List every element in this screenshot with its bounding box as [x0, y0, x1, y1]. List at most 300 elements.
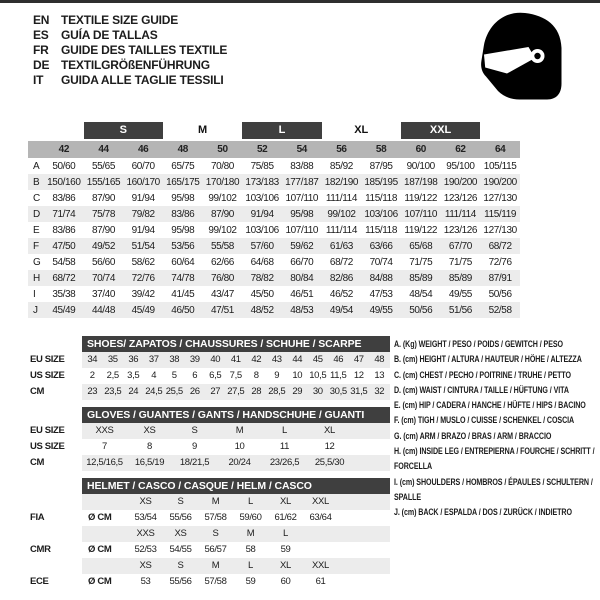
language-code: EN	[33, 13, 50, 27]
measure-cell: 67/70	[441, 238, 481, 254]
measure-cell: 185/195	[361, 174, 401, 190]
size-number-row	[28, 141, 520, 158]
measure-cell: 107/110	[401, 206, 441, 222]
measure-row-label: H	[28, 270, 44, 286]
measure-cell: 39/42	[131, 288, 155, 300]
shoes-row	[30, 384, 390, 400]
language-title: TEXTILE SIZE GUIDE	[61, 13, 179, 27]
shoes-value: 27,5	[227, 386, 245, 397]
shoes-value: 34	[87, 354, 98, 365]
measure-cell: 127/130	[483, 192, 517, 204]
shoes-value: 27	[210, 386, 221, 397]
gloves-value: 16,5/19	[134, 457, 165, 468]
measure-cell: 60/64	[171, 256, 195, 268]
measure-cell: 47/51	[203, 302, 243, 318]
shoes-section-title: SHOES/ ZAPATOS / CHAUSSURES / SCHUHE / SCARPE	[82, 336, 390, 352]
measure-cell: 72/76	[123, 270, 163, 286]
language-row	[33, 13, 227, 28]
measure-cell: 68/72	[480, 238, 520, 254]
helmet-values-row	[30, 510, 390, 526]
row-label: CM	[30, 386, 45, 397]
legend-item: H. (cm) INSIDE LEG / ENTREPIERNA / FOURCHE / SCHRITT / FORCELLA	[394, 446, 595, 472]
gloves-size-table	[30, 407, 390, 471]
shoes-value: 7,5	[229, 370, 242, 381]
legend-item: D. (cm) WAIST / CINTURA / TAILLE / HÜFTUNG / VITA	[394, 384, 569, 395]
measure-cell: 85/92	[329, 160, 353, 172]
measure-cell: 85/89	[401, 270, 441, 286]
measure-cell: 49/52	[84, 238, 124, 254]
helmet-standard-label: ECE	[30, 576, 49, 587]
shoes-value: 9	[274, 370, 280, 381]
measure-cell: 49/55	[361, 302, 401, 318]
helmet-sizes-row	[30, 494, 390, 510]
measure-cell: 59/62	[282, 238, 322, 254]
helmet-icon	[468, 6, 574, 106]
shoes-size-table	[30, 336, 390, 400]
helmet-sizes-row	[30, 558, 390, 574]
measure-row	[28, 158, 520, 174]
measure-cell: 51/54	[123, 238, 163, 254]
helmet-size-label	[303, 526, 338, 542]
measure-row	[28, 238, 520, 254]
measure-cell: 75/78	[84, 206, 124, 222]
measure-cell: 190/200	[480, 174, 520, 190]
measure-cell: 72/76	[488, 256, 512, 268]
shoes-value: 8	[253, 370, 259, 381]
shoes-value: 45	[312, 354, 323, 365]
language-row	[33, 73, 227, 88]
measure-cell: 187/198	[401, 174, 441, 190]
helmet-unit-label: Ø CM	[88, 512, 112, 523]
size-letter: L	[242, 122, 321, 139]
helmet-value: 60	[280, 576, 291, 587]
measure-cell: 123/126	[443, 224, 478, 236]
helmet-values-row	[30, 542, 390, 558]
measure-cell: 71/75	[409, 256, 433, 268]
legend-item: B. (cm) HEIGHT / ALTURA / HAUTEUR / HÖHE / ALTEZZA	[394, 354, 582, 365]
gloves-value: 11	[279, 441, 290, 452]
helmet-size-table	[30, 478, 390, 590]
shoes-value: 10,5	[309, 370, 327, 381]
helmet-value	[303, 542, 338, 558]
helmet-standard-label: CMR	[30, 544, 51, 555]
language-row	[33, 43, 227, 58]
helmet-size-label: XL	[280, 560, 291, 571]
measure-cell: 190/200	[441, 174, 481, 190]
helmet-size-label: XXL	[312, 560, 329, 571]
measure-cell: 83/86	[52, 224, 76, 236]
language-row	[33, 58, 227, 73]
helmet-size-label: M	[246, 528, 255, 539]
measure-cell: 35/38	[52, 288, 76, 300]
helmet-size-label: XL	[280, 496, 291, 507]
size-number: 58	[361, 141, 401, 158]
measure-cell: 177/187	[282, 174, 322, 190]
size-number: 48	[163, 141, 203, 158]
measure-cell: 78/82	[242, 270, 282, 286]
measure-cell: 95/98	[171, 192, 195, 204]
measure-cell: 87/90	[91, 224, 115, 236]
measure-cell: 119/122	[404, 192, 438, 204]
measure-cell: 150/160	[44, 174, 84, 190]
measure-cell: 61/63	[322, 238, 362, 254]
measure-cell: 90/100	[406, 160, 435, 172]
measure-cell: 66/70	[290, 256, 314, 268]
measure-cell: 74/78	[163, 270, 203, 286]
legend-item: E. (cm) HIP / CADERA / HANCHE / HÜFTE / HIPS / BACINO	[394, 400, 586, 411]
helmet-value: 63/64	[309, 512, 332, 523]
measure-cell: 65/68	[401, 238, 441, 254]
language-row	[33, 28, 227, 43]
helmet-size-label: L	[283, 528, 288, 539]
size-number: 54	[282, 141, 322, 158]
top-divider	[0, 0, 600, 3]
helmet-size-label: XS	[139, 560, 152, 571]
gloves-value: 18/21,5	[179, 457, 210, 468]
measure-cell: 65/75	[171, 160, 195, 172]
measure-cell: 48/54	[409, 288, 433, 300]
language-title: TEXTILGRÖßENFÜHRUNG	[61, 58, 210, 72]
measure-row-label: G	[33, 256, 41, 268]
measure-cell: 87/90	[203, 206, 243, 222]
measure-cell: 45/49	[44, 302, 84, 318]
measure-cell: 119/122	[404, 224, 438, 236]
gloves-value: 25,5/30	[314, 457, 345, 468]
helmet-value: 58	[245, 544, 256, 555]
shoes-value: 2	[89, 370, 95, 381]
legend-item: A. (Kg) WEIGHT / PESO / POIDS / GEWITCH / PESO	[394, 339, 563, 349]
measure-cell: 173/183	[242, 174, 282, 190]
language-code: FR	[33, 43, 49, 57]
shoes-value: 32	[374, 386, 385, 397]
measure-cell: 55/58	[203, 238, 243, 254]
size-number: 50	[203, 141, 243, 158]
shoes-row	[30, 368, 390, 384]
gloves-row	[30, 439, 390, 455]
measure-cell: 115/119	[480, 206, 520, 222]
shoes-value: 6,5	[209, 370, 222, 381]
helmet-value: 59/60	[239, 512, 262, 523]
helmet-value: 59	[245, 576, 256, 587]
measure-row-label: E	[33, 224, 40, 236]
measure-cell: 99/102	[322, 206, 362, 222]
measure-cell: 48/53	[282, 302, 322, 318]
gloves-value: L	[282, 425, 287, 436]
measure-cell: 70/74	[84, 270, 124, 286]
measure-cell: 160/170	[123, 174, 163, 190]
measure-cell: 45/50	[250, 288, 274, 300]
helmet-value: 55/56	[169, 576, 192, 587]
measure-cell: 115/118	[365, 192, 398, 204]
size-letter: XL	[354, 124, 369, 136]
helmet-size-label: XXS	[136, 528, 155, 539]
measure-cell: 49/54	[322, 302, 362, 318]
helmet-size-label: L	[248, 496, 253, 507]
measure-cell: 115/118	[365, 224, 398, 236]
measure-cell: 79/82	[123, 206, 163, 222]
measure-cell: 52/58	[480, 302, 520, 318]
helmet-value: 59	[280, 544, 291, 555]
size-number: 60	[401, 141, 441, 158]
helmet-size-label: S	[212, 528, 219, 539]
measure-cell: 80/84	[282, 270, 322, 286]
measure-cell: 91/94	[131, 192, 155, 204]
language-title: GUIDE DES TAILLES TEXTILE	[61, 43, 228, 57]
gloves-value: 10	[234, 441, 245, 452]
helmet-value: 57/58	[204, 576, 227, 587]
measure-row	[28, 174, 520, 190]
measure-cell: 64/68	[250, 256, 274, 268]
gloves-value: S	[191, 425, 198, 436]
shoes-value: 24	[128, 386, 139, 397]
helmet-standard-label: FIA	[30, 512, 45, 523]
shoes-value: 39	[189, 354, 200, 365]
measure-cell: 95/100	[446, 160, 475, 172]
shoes-value: 5	[171, 370, 177, 381]
measure-cell: 103/106	[361, 206, 401, 222]
measure-cell: 87/90	[91, 192, 115, 204]
shoes-value: 43	[271, 354, 282, 365]
measure-cell: 68/72	[329, 256, 353, 268]
measure-row-label: B	[28, 174, 44, 190]
shoes-value: 44	[292, 354, 303, 365]
shoes-value: 47	[353, 354, 364, 365]
measure-cell: 45/49	[123, 302, 163, 318]
helmet-section-title: HELMET / CASCO / CASQUE / HELM / CASCO	[82, 478, 390, 494]
measure-cell: 50/56	[488, 288, 512, 300]
helmet-values-row	[30, 574, 390, 590]
language-title: GUIDA ALLE TAGLIE TESSILI	[61, 73, 224, 87]
helmet-value: 54/55	[169, 544, 192, 555]
gloves-value: 8	[147, 441, 152, 452]
measure-row-label: D	[28, 206, 44, 222]
measure-row-label: F	[28, 238, 44, 254]
helmet-value: 56/57	[204, 544, 227, 555]
measure-cell: 91/94	[242, 206, 282, 222]
measure-row-label: J	[28, 302, 44, 318]
helmet-size-label: L	[248, 560, 253, 571]
measure-cell: 111/114	[441, 206, 481, 222]
size-letter-row	[28, 122, 520, 141]
size-number: 52	[242, 141, 282, 158]
shoes-value: 30	[312, 386, 323, 397]
measure-cell: 46/50	[163, 302, 203, 318]
legend-item: J. (cm) BACK / ESPALDA / DOS / ZURÜCK / INDIETRO	[394, 507, 572, 518]
measure-cell: 165/175	[163, 174, 203, 190]
gloves-value: 23/26,5	[269, 457, 300, 468]
measure-cell: 123/126	[443, 192, 478, 204]
measure-cell: 46/52	[329, 288, 353, 300]
measure-cell: 57/60	[242, 238, 282, 254]
gloves-value: 7	[102, 441, 107, 452]
helmet-size-label: M	[211, 496, 220, 507]
helmet-size-label: XS	[139, 496, 152, 507]
measure-row	[28, 206, 520, 222]
shoes-value: 37	[148, 354, 159, 365]
measure-cell: 47/50	[44, 238, 84, 254]
legend-item: I. (cm) SHOULDERS / HOMBROS / ÉPAULES / SCHULTERN / SPALLE	[394, 476, 593, 502]
shoes-value: 10	[292, 370, 303, 381]
helmet-value: 53/54	[134, 512, 157, 523]
helmet-value: 53	[140, 576, 151, 587]
size-number: 64	[480, 141, 520, 158]
measure-cell: 70/80	[210, 160, 234, 172]
measure-cell: 49/55	[448, 288, 472, 300]
size-number: 42	[44, 141, 84, 158]
measure-row	[28, 270, 520, 286]
measure-cell: 170/180	[203, 174, 243, 190]
helmet-value: 61/62	[274, 512, 297, 523]
measure-row	[28, 222, 520, 238]
measure-cell: 83/88	[290, 160, 314, 172]
measure-row-label: C	[33, 192, 40, 204]
legend-item: F. (cm) TIGH / MUSLO / CUISSE / SCHENKEL / COSCIA	[394, 415, 575, 426]
shoes-value: 35	[107, 354, 118, 365]
shoes-value: 23	[87, 386, 98, 397]
shoes-value: 25,5	[165, 386, 183, 397]
measure-cell: 47/53	[369, 288, 393, 300]
size-letter: M	[198, 124, 208, 136]
measure-cell: 155/165	[84, 174, 124, 190]
gloves-row	[30, 455, 390, 471]
shoes-value: 6	[192, 370, 198, 381]
measure-cell: 95/98	[282, 206, 322, 222]
measure-cell: 48/52	[242, 302, 282, 318]
shoes-value: 28	[251, 386, 262, 397]
shoes-value: 3,5	[127, 370, 140, 381]
shoes-value: 28,5	[268, 386, 286, 397]
measure-cell: 103/106	[245, 192, 279, 204]
measure-cell: 56/60	[91, 256, 115, 268]
language-code: ES	[33, 28, 49, 42]
measure-row	[28, 286, 520, 302]
measure-cell: 50/56	[401, 302, 441, 318]
measure-cell: 111/114	[325, 224, 357, 236]
shoes-value: 48	[374, 354, 385, 365]
shoes-value: 11,5	[330, 370, 347, 381]
shoes-value: 46	[333, 354, 344, 365]
gloves-value: XXS	[95, 425, 114, 436]
measure-cell: 53/56	[163, 238, 203, 254]
measure-cell: 43/47	[210, 288, 234, 300]
shoes-value: 12	[353, 370, 364, 381]
measure-cell: 83/86	[163, 206, 203, 222]
measure-cell: 87/95	[369, 160, 393, 172]
size-number: 62	[441, 141, 481, 158]
measurement-legend	[394, 337, 595, 521]
shoes-value: 31,5	[350, 386, 368, 397]
helmet-size-label: M	[211, 560, 220, 571]
measure-cell: 85/89	[441, 270, 481, 286]
measure-cell: 84/88	[361, 270, 401, 286]
measure-cell: 127/130	[483, 224, 517, 236]
measure-row	[28, 190, 520, 206]
size-number: 44	[84, 141, 124, 158]
gloves-value: M	[235, 425, 244, 436]
measure-cell: 82/86	[322, 270, 362, 286]
row-label: US SIZE	[30, 441, 65, 452]
language-code: DE	[33, 58, 50, 72]
measure-cell: 37/40	[91, 288, 115, 300]
shoes-value: 30,5	[329, 386, 347, 397]
measure-cell: 58/62	[131, 256, 155, 268]
shoes-value: 13	[374, 370, 385, 381]
measure-cell: 46/51	[290, 288, 314, 300]
gloves-value: 20/24	[228, 457, 251, 468]
legend-item: G. (cm) ARM / BRAZO / BRAS / ARM / BRACCIO	[394, 430, 552, 441]
measure-cell: 50/60	[52, 160, 76, 172]
language-code: IT	[33, 73, 44, 87]
measure-row-label: I	[33, 288, 36, 300]
gloves-value: 12	[324, 441, 335, 452]
size-number: 46	[123, 141, 163, 158]
helmet-unit-label: Ø CM	[88, 544, 112, 555]
measure-cell: 54/58	[52, 256, 76, 268]
language-list	[33, 13, 227, 88]
gloves-section-title: GLOVES / GUANTES / GANTS / HANDSCHUHE / GUANTI	[82, 407, 390, 423]
row-label: US SIZE	[30, 370, 65, 381]
row-label: EU SIZE	[30, 354, 65, 365]
measure-cell: 95/98	[171, 224, 195, 236]
textile-size-table	[28, 122, 520, 318]
helmet-value: 57/58	[204, 512, 227, 523]
measure-cell: 76/80	[203, 270, 243, 286]
shoes-value: 38	[169, 354, 180, 365]
measure-cell: 71/74	[44, 206, 84, 222]
shoes-value: 4	[151, 370, 157, 381]
shoes-value: 42	[251, 354, 262, 365]
shoes-value: 24,5	[145, 386, 163, 397]
measure-row	[28, 302, 520, 318]
measure-cell: 99/102	[208, 192, 237, 204]
helmet-value: 61	[315, 576, 326, 587]
gloves-value: 12,5/16,5	[86, 457, 123, 468]
measure-cell: 91/94	[131, 224, 155, 236]
measure-cell: 62/66	[210, 256, 234, 268]
measure-cell: 103/106	[245, 224, 279, 236]
helmet-size-label: XS	[174, 528, 187, 539]
legend-item: C. (cm) CHEST / PECHO / POITRINE / TRUHE / PETTO	[394, 369, 572, 380]
gloves-value: XL	[324, 425, 335, 436]
shoes-row	[30, 352, 390, 368]
measure-row-label: A	[33, 160, 40, 172]
gloves-row	[30, 423, 390, 439]
row-label: EU SIZE	[30, 425, 65, 436]
shoes-value: 2,5	[106, 370, 119, 381]
language-title: GUÍA DE TALLAS	[61, 28, 158, 42]
gloves-value: XS	[143, 425, 156, 436]
gloves-value: 9	[192, 441, 197, 452]
helmet-unit-label: Ø CM	[88, 576, 112, 587]
measure-cell: 44/48	[84, 302, 124, 318]
shoes-value: 41	[230, 354, 241, 365]
measure-cell: 99/102	[208, 224, 237, 236]
helmet-size-label: XXL	[312, 496, 329, 507]
size-number: 56	[322, 141, 362, 158]
shoes-value: 23,5	[104, 386, 122, 397]
helmet-value: 52/53	[134, 544, 157, 555]
row-label: CM	[30, 457, 45, 468]
size-letter: XXL	[401, 122, 480, 139]
measure-cell: 105/115	[483, 160, 517, 172]
size-letter: S	[84, 122, 163, 139]
shoes-value: 29	[292, 386, 303, 397]
measure-cell: 70/74	[369, 256, 393, 268]
measure-cell: 75/85	[250, 160, 274, 172]
measure-cell: 71/75	[448, 256, 472, 268]
measure-cell: 182/190	[322, 174, 362, 190]
helmet-value: 55/56	[169, 512, 192, 523]
